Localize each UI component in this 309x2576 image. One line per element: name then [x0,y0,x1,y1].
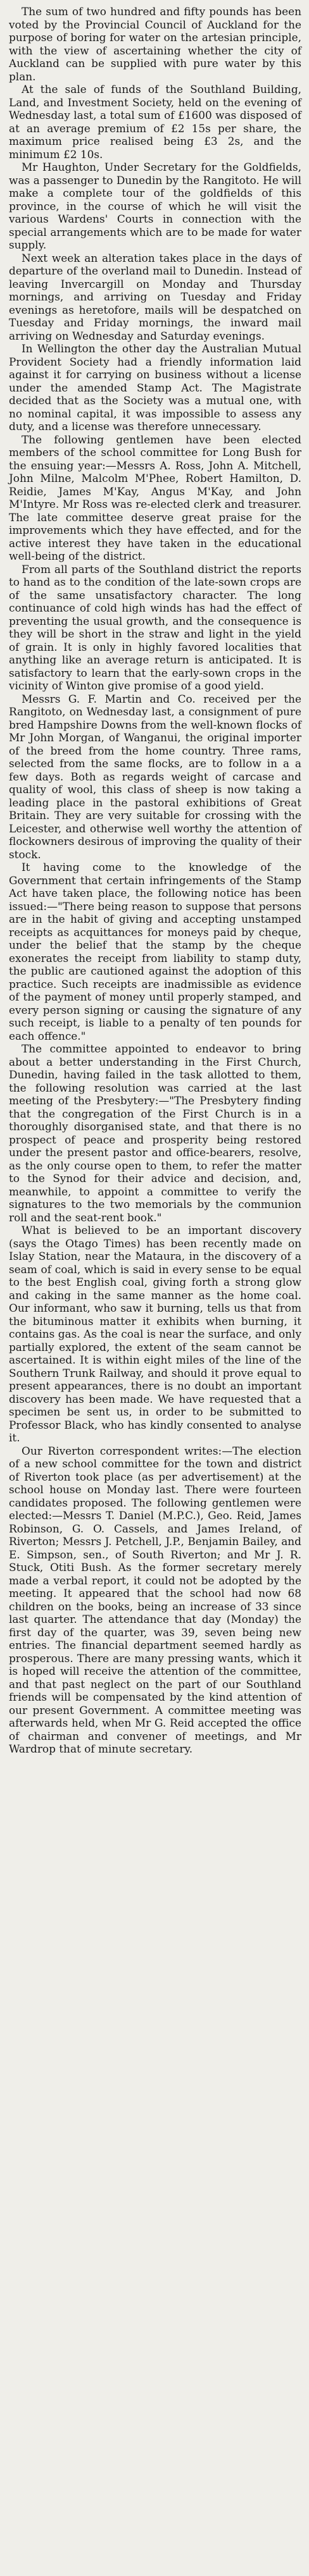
paragraph-crop-reports: From all parts of the Southland district the reports to hand as to the condition of the late-sown crops are of the same unsatisfactory character. The long continuance of cold high winds has had the effect of preventing the usual growth, and the consequence is they will be short in the straw and light in the yield of grain. It is only in highly favored localities that anything like an average return is anticipated. It is satisfactory to learn that the early-sown crops in the vicinity of Winton give promise of a good yield. [9,562,301,692]
paragraph-riverton-school: Our Riverton correspondent writes:—The election of a new school committee for the town and district of Riverton took place (as per advertisement) at the school house on Monday last. There were fourteen candidates proposed. The following gentlemen were elected:—Messrs T. Daniel (M.P.C.), Geo. Reid, James Robinson, G. O. Cassels, and James Ireland, of Riverton; Messrs J. Petchell, J.P., Benjamin Bailey, and E. Simpson, sen., of South Riverton; and Mr J. R. Stuck, Otiti Bush. As the former secretary merely made a verbal report, it could not be adopted by the meeting. It appeared that the school had now 68 children on the books, being an increase of 33 since last quarter. The attendance that day (Monday) the first day of the quarter, was 39, seven being new entries. The financial department seemed hardly as prosperous. There are many pressing wants, which it is hoped will receive the attention of the committee, and that past neglect on the part of our Southland friends will be compensated by the kind attention of our present Government. A committee meeting was afterwards held, when Mr G. Reid accepted the office of chairman and convener of meetings, and Mr Wardrop that of minute secretary. [9,1444,301,1755]
paragraph-long-bush-committee: The following gentlemen have been elected members of the school committee for Long Bush for the ensuing year:—Messrs A. Ross, John A. Mitchell, John Milne, Malcolm M'Phee, Robert Hamilton, D. Reidie, James M'Kay, Angus M'Kay, and John M'Intyre. Mr Ross was re-elected clerk and treasurer. The late committee deserve great praise for the improvements which they have effected, and for the active interest they have taken in the educational well-being of the district. [9,433,301,562]
paragraph-artesian-boring: The sum of two hundred and fifty pounds has been voted by the Provincial Council of Auckland for the purpose of boring for water on the artesian principle, with the view of ascertaining whether the city of Auckland can be supplied with pure water by this plan. [9,5,301,83]
paragraph-first-church: The committee appointed to endeavor to bring about a better understanding in the First Church, Dunedin, having failed in the task allotted to them, the following resolution was carried at the last meeting of the Presbytery:—"The Presbytery finding that the congregation of the First Church is in a thoroughly disorganised state, and that there is no prospect of peace and prosperity being restored under the present pastor and office-bearers, resolve, as the only course open to them, to refer the matter to the Synod for their advice and decision, and, meanwhile, to appoint a committee to verify the signatures to the two memorials by the communion roll and the seat-rent book." [9,1042,301,1224]
paragraph-haughton-tour: Mr Haughton, Under Secretary for the Goldfields, was a passenger to Dunedin by the Rangitoto. He will make a complete tour of the goldfields of this province, in the course of which he will visit the various Wardens' Courts in connection with the special arrangements which are to be made for water supply. [9,161,301,251]
paragraph-building-society-sale: At the sale of funds of the Southland Building, Land, and Investment Society, held on the evening of Wednesday last, a total sum of £1600 was disposed of at an average premium of £2 15s per share, the maximum price realised being £3 2s, and the minimum £2 10s. [9,83,301,161]
paragraph-overland-mail: Next week an alteration takes place in the days of departure of the overland mail to Dunedin. Instead of leaving Invercargill on Monday and Thursday mornings, and arriving on Tuesday and Friday evenings as heretofore, mails will be despatched on Tuesday and Friday mornings, the inward mail arriving on Wednesday and Saturday evenings. [9,251,301,342]
paragraph-wellington-stamp-act: In Wellington the other day the Australian Mutual Provident Society had a friendly information laid against it for carrying on business without a license under the amended Stamp Act. The Magistrate decided that as the Society was a mutual one, with no nominal capital, it was impossible to assess any duty, and a license was therefore unnecessary. [9,342,301,433]
paragraph-coal-discovery: What is believed to be an important discovery (says the Otago Times) has been recently made on Islay Station, near the Mataura, in the discovery of a seam of coal, which is said in every sense to be equal to the best English coal, giving forth a strong glow and caking in the same manner as the home coal. Our informant, who saw it burning, tells us that from the bituminous matter it exhibits when burning, it contains gas. As the coal is near the surface, and only partially explored, the extent of the seam cannot be ascertained. It is within eight miles of the line of the Southern Trunk Railway, and should it prove equal to present appearances, there is no doubt an important discovery has been made. We have requested that a specimen be sent us, in order to be submitted to Professor Black, who has kindly consented to analyse it. [9,1224,301,1444]
paragraph-hampshire-downs: Messrs G. F. Martin and Co. received per the Rangitoto, on Wednesday last, a consignment of pure bred Hampshire Downs from the well-known flocks of Mr John Morgan, of Wanganui, the original importer of the breed from the home country. Three rams, selected from the same flocks, are to follow in a a few days. Both as regards weight of carcase and quality of wool, this class of sheep is now taking a leading place in the pastoral exhibitions of Great Britain. They are very suitable for crossing with the Leicester, and otherwise well worthy the attention of flockowners desirous of improving the quality of their stock. [9,692,301,861]
paragraph-stamp-act-notice: It having come to the knowledge of the Government that certain infringements of the Stamp Act have taken place, the following notice has been issued:—"There being reason to suppose that persons are in the habit of giving and accepting unstamped receipts as acquittances for moneys paid by cheque, under the belief that the stamp by the cheque exonerates the receipt from liability to stamp duty, the public are cautioned against the adoption of this practice. Such receipts are inadmissible as evidence of the payment of money until properly stamped, and every person signing or causing the signature of any such receipt, is liable to a penalty of ten pounds for each offence." [9,861,301,1042]
